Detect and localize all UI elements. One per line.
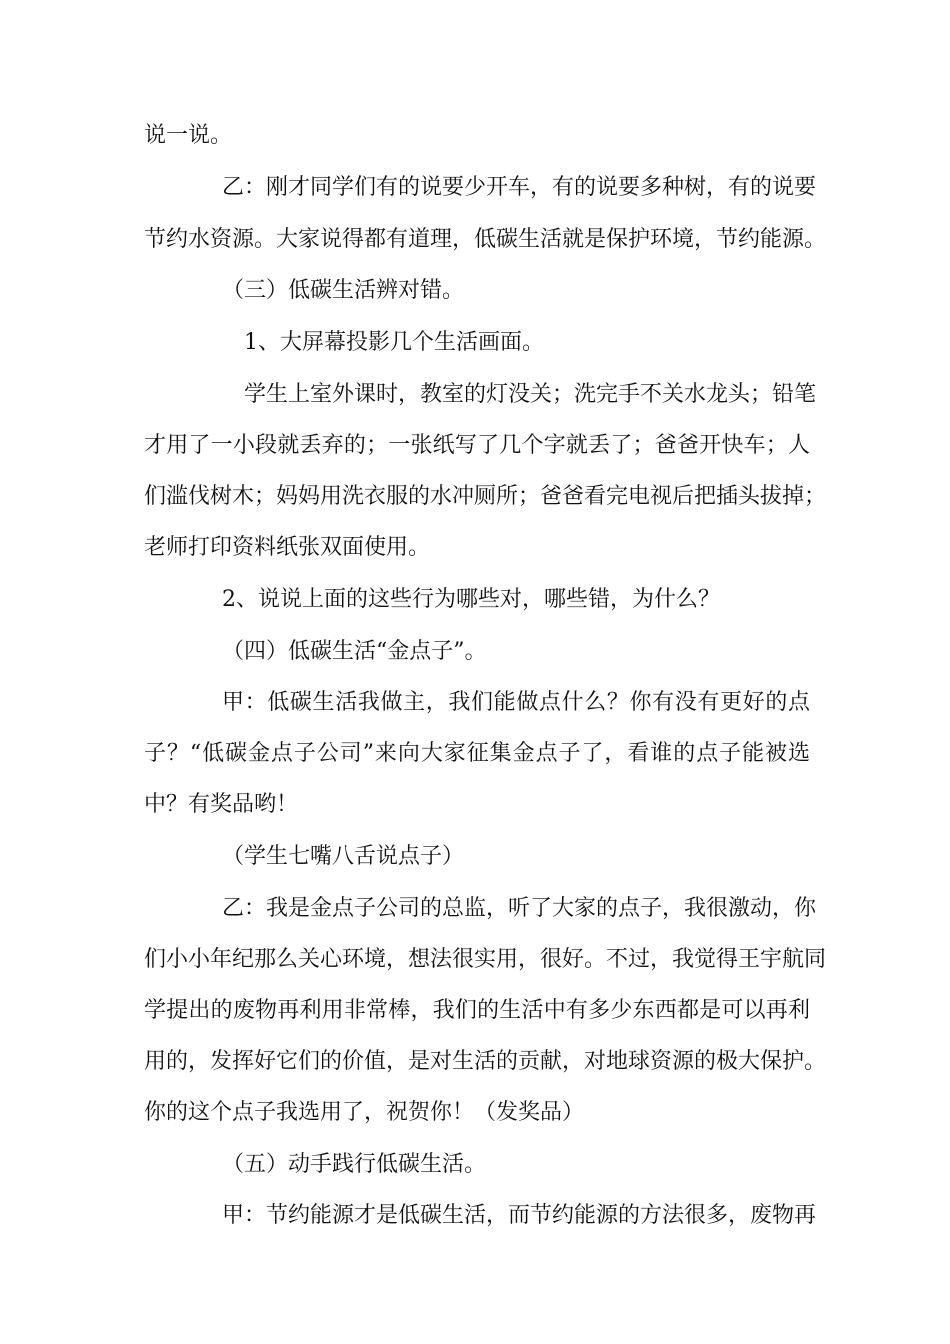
section-heading: （三）低碳生活辨对错。 [222, 278, 465, 303]
stage-direction: （学生七嘴八舌说点子） [222, 844, 465, 869]
text-line: 们小小年纪那么关心环境，想法很实用，很好。不过，我觉得王宇航同 [144, 947, 827, 972]
text-line: 节约水资源。大家说得都有道理，低碳生活就是保护环境，节约能源。 [144, 227, 827, 252]
text-line: 你的这个点子我选用了，祝贺你！（发奖品） [144, 1100, 585, 1125]
text-line: 学生上室外课时，教室的灯没关；洗完手不关水龙头；铅笔 [244, 382, 817, 407]
text-line: 用的，发挥好它们的价值，是对生活的贡献，对地球资源的极大保护。 [144, 1049, 827, 1074]
text-line: 说一说。 [144, 123, 233, 148]
list-item: 1、大屏幕投影几个生活画面。 [244, 330, 544, 355]
text-line: 老师打印资料纸张双面使用。 [144, 535, 431, 560]
section-heading: （四）低碳生活“金点子”。 [222, 639, 487, 664]
text-line: 中？有奖品哟！ [144, 792, 299, 817]
text-line: 乙：刚才同学们有的说要少开车，有的说要多种树，有的说要 [222, 175, 817, 200]
text-line: 甲：低碳生活我做主，我们能做点什么？你有没有更好的点 [222, 690, 810, 715]
text-line: 学提出的废物再利用非常棒，我们的生活中有多少东西都是可以再利 [144, 998, 810, 1023]
section-heading: （五）动手践行低碳生活。 [222, 1152, 487, 1177]
text-line: 们滥伐树木；妈妈用洗衣服的水冲厕所；爸爸看完电视后把插头拔掉； [144, 484, 827, 509]
text-line: 甲：节约能源才是低碳生活，而节约能源的方法很多，废物再 [222, 1203, 817, 1228]
list-item: 2、说说上面的这些行为哪些对，哪些错，为什么？ [222, 587, 720, 612]
text-line: 乙：我是金点子公司的总监，听了大家的点子，我很激动，你 [222, 896, 817, 921]
text-line: 才用了一小段就丢弃的；一张纸写了几个字就丢了；爸爸开快车；人 [144, 433, 810, 458]
text-line: 子？“低碳金点子公司”来向大家征集金点子了，看谁的点子能被选 [144, 741, 810, 766]
